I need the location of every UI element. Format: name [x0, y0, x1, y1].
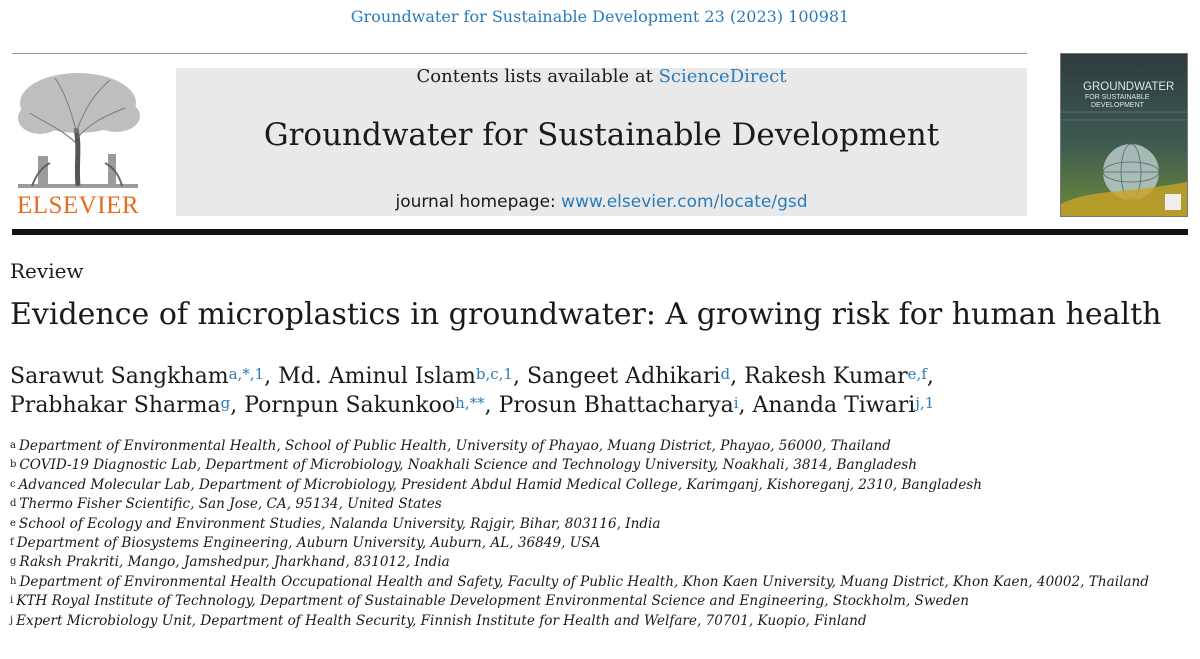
affiliation-item [10, 495, 1190, 514]
author-list [10, 362, 1190, 420]
author-separator: , [730, 364, 745, 389]
cover-artwork [1061, 54, 1187, 216]
author-affiliation-marks[interactable]: h,** [455, 394, 485, 412]
affiliation-text: Expert Microbiology Unit, Department of Health Security, Finnish Institute for Health and Welfare, 70701, Kuopio, Finland [16, 612, 867, 629]
author[interactable] [753, 393, 935, 418]
affiliation-text: COVID-19 Diagnostic Lab, Department of Microbiology, Noakhali Science and Technology University, Noakhali, 3814, Bangladesh [19, 457, 917, 474]
affiliation-key: f [10, 537, 14, 549]
affiliation-text: Raksh Prakriti, Mango, Jamshedpur, Jharkhand, 831012, India [19, 554, 450, 571]
sciencedirect-link[interactable]: ScienceDirect [658, 66, 787, 87]
publisher-wordmark: ELSEVIER [16, 192, 140, 216]
author-affiliation-marks[interactable]: j,1 [915, 394, 935, 412]
affiliation-key: c [10, 478, 16, 490]
affiliation-key: e [10, 517, 16, 529]
author[interactable] [527, 364, 744, 389]
affiliation-key: j [10, 614, 14, 626]
journal-citation[interactable]: Groundwater for Sustainable Development 23 (2023) 100981 [350, 7, 850, 26]
masthead-divider [12, 229, 1188, 235]
author-affiliation-marks[interactable]: e,f [907, 365, 927, 383]
contents-prefix: Contents lists available at [416, 66, 659, 87]
article-title: Evidence of microplastics in groundwater: A growing risk for human health [10, 297, 1162, 332]
author-separator: , [264, 364, 279, 389]
affiliation-item [10, 534, 1190, 553]
affiliation-text: Advanced Molecular Lab, Department of Microbiology, President Abdul Hamid Medical College, Karimganj, Kishoreganj, 2310, Bangladesh [18, 476, 983, 493]
affiliation-key: h [10, 575, 17, 587]
author-name[interactable]: Ananda Tiwari [752, 393, 916, 418]
author-separator: , [926, 364, 934, 389]
author-affiliation-marks[interactable]: d [720, 365, 731, 383]
affiliation-item [10, 476, 1190, 495]
affiliation-item [10, 573, 1190, 592]
affiliation-key: a [10, 440, 16, 451]
journal-masthead [176, 68, 1027, 216]
affiliation-text: Department of Environmental Health Occupational Health and Safety, Faculty of Public Health, Khon Kaen University, Muang District, Khon Kaen, 40002, Thailand [19, 573, 1149, 590]
affiliation-key: b [10, 459, 17, 471]
author-name[interactable]: Md. Aminul Islam [278, 364, 476, 389]
affiliation-item [10, 612, 1190, 631]
affiliation-item [10, 437, 1190, 456]
affiliation-key: i [10, 595, 14, 607]
cover-title-line3: DEVELOPMENT [1091, 102, 1144, 109]
cover-title-line2: FOR SUSTAINABLE [1085, 94, 1150, 101]
author-name[interactable]: Sangeet Adhikari [526, 364, 721, 389]
author[interactable] [10, 393, 244, 418]
author-name[interactable]: Prosun Bhattacharya [498, 393, 734, 418]
author[interactable] [244, 393, 498, 418]
journal-title: Groundwater for Sustainable Development [263, 117, 940, 153]
author-separator: , [230, 393, 245, 418]
author[interactable] [744, 364, 934, 389]
affiliation-key: d [10, 498, 17, 510]
affiliation-text: School of Ecology and Environment Studies, Nalanda University, Rajgir, Bihar, 803116, India [18, 515, 661, 532]
author-affiliation-marks[interactable]: g [220, 394, 231, 412]
elsevier-tree-icon [10, 68, 146, 216]
affiliation-text: Department of Biosystems Engineering, Auburn University, Auburn, AL, 36849, USA [16, 535, 601, 552]
author-separator: , [512, 364, 527, 389]
elsevier-logo [10, 68, 146, 216]
author-name[interactable]: Rakesh Kumar [744, 364, 908, 389]
contents-line [176, 67, 1027, 87]
author[interactable] [10, 364, 278, 389]
header-divider [12, 53, 1027, 54]
author-separator: , [484, 393, 499, 418]
author-name[interactable]: Sarawut Sangkham [10, 364, 229, 389]
author-name[interactable]: Pornpun Sakunkoo [244, 393, 456, 418]
affiliation-text: Thermo Fisher Scientific, San Jose, CA, 95134, United States [19, 496, 442, 513]
article-type: Review [10, 259, 84, 283]
journal-cover[interactable] [1060, 53, 1188, 217]
author-name[interactable]: Prabhakar Sharma [10, 393, 221, 418]
affiliation-list [10, 437, 1190, 631]
affiliation-item [10, 592, 1190, 611]
affiliation-item [10, 456, 1190, 475]
homepage-prefix: journal homepage: [395, 192, 562, 212]
affiliation-key: g [10, 556, 17, 568]
author-separator: , [738, 393, 753, 418]
homepage-link[interactable]: www.elsevier.com/locate/gsd [561, 192, 808, 212]
author[interactable] [499, 393, 753, 418]
author-affiliation-marks[interactable]: b,c,1 [475, 365, 513, 383]
affiliation-item [10, 515, 1190, 534]
journal-homepage [176, 192, 1027, 212]
affiliation-text: KTH Royal Institute of Technology, Department of Sustainable Development Environmental Science and Engineering, Stockholm, Sweden [16, 593, 970, 610]
cover-title-line1: GROUNDWATER [1083, 81, 1175, 93]
affiliation-item [10, 553, 1190, 572]
author-affiliation-marks[interactable]: i [733, 394, 739, 412]
author-affiliation-marks[interactable]: a,*,1 [228, 365, 265, 383]
affiliation-text: Department of Environmental Health, School of Public Health, University of Phayao, Muang District, Phayao, 56000, Thailand [18, 438, 891, 454]
author[interactable] [278, 364, 527, 389]
